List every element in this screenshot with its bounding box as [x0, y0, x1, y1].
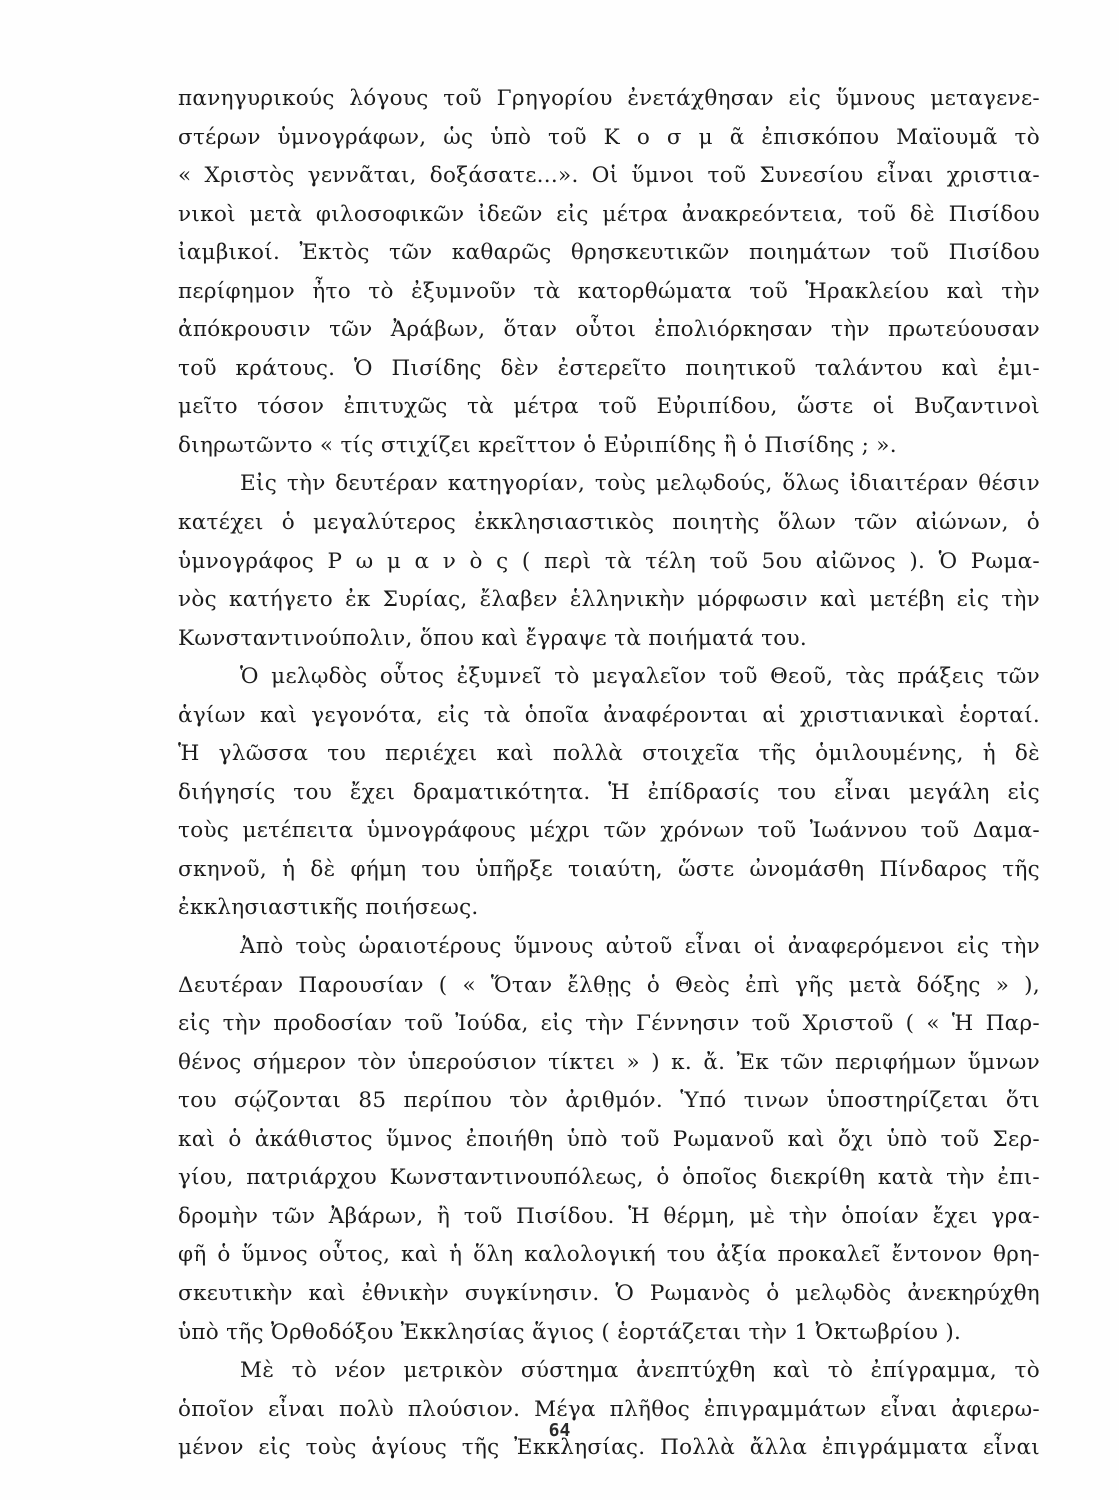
text-line: ἰαμβικοί. Ἐκτὸς τῶν καθαρῶς θρησκευτικῶν ποιημάτων τοῦ Πισίδου — [178, 240, 1040, 266]
text-line: τοὺς μετέπειτα ὑμνογράφους μέχρι τῶν χρόνων τοῦ Ἰωάννου τοῦ Δαμα- — [178, 818, 1040, 844]
text-line: σκηνοῦ, ἡ δὲ φήμη του ὑπῆρξε τοιαύτη, ὥστε ὠνομάσθη Πίνδαρος τῆς — [178, 856, 1040, 882]
text-line: νὸς κατήγετο ἐκ Συρίας, ἔλαβεν ἑλληνικὴν μόρφωσιν καὶ μετέβη εἰς τὴν — [178, 587, 1040, 613]
page-number: 64 — [548, 1420, 571, 1441]
text-line: κατέχει ὁ μεγαλύτερος ἐκκλησιαστικὸς ποιητὴς ὅλων τῶν αἰώνων, ὁ — [178, 510, 1040, 536]
text-line: ἁγίων καὶ γεγονότα, εἰς τὰ ὁποῖα ἀναφέρονται αἱ χριστιανικαὶ ἑορταί. — [178, 702, 1040, 728]
text-line: δρομὴν τῶν Ἀβάρων, ἢ τοῦ Πισίδου. Ἡ θέρμη, μὲ τὴν ὁποίαν ἔχει γρα- — [178, 1203, 1040, 1229]
paragraph-start-line: Μὲ τὸ νέον μετρικὸν σύστημα ἀνεπτύχθη καὶ τὸ ἐπίγραμμα, τὸ — [240, 1358, 1040, 1384]
text-line: του σῴζονται 85 περίπου τὸν ἀριθμόν. Ὑπό τινων ὑποστηρίζεται ὅτι — [178, 1088, 1040, 1114]
body-text — [178, 80, 1040, 1468]
text-line: πανηγυρικούς λόγους τοῦ Γρηγορίου ἐνετάχθησαν εἰς ὕμνους μεταγενε- — [178, 86, 1040, 111]
text-line: περίφημον ἦτο τὸ ἐξυμνοῦν τὰ κατορθώματα τοῦ Ἡρακλείου καὶ τὴν — [178, 278, 1040, 304]
text-line: ἀπόκρουσιν τῶν Ἀράβων, ὅταν οὗτοι ἐπολιόρκησαν τὴν πρωτεύουσαν — [178, 317, 1040, 343]
text-line: μεῖτο τόσον ἐπιτυχῶς τὰ μέτρα τοῦ Εὐριπίδου, ὥστε οἱ Βυζαντινοὶ — [178, 394, 1040, 420]
text-line: θένος σήμερον τὸν ὑπερούσιον τίκτει » ) κ. ἄ. Ἐκ τῶν περιφήμων ὕμνων — [178, 1049, 1040, 1075]
text-line: Δευτέραν Παρουσίαν ( « Ὅταν ἔλθῃς ὁ Θεὸς ἐπὶ γῆς μετὰ δόξης » ), — [178, 972, 1040, 998]
text-line: διήγησίς του ἔχει δραματικότητα. Ἡ ἐπίδρασίς του εἶναι μεγάλη εἰς — [178, 779, 1040, 805]
text-line: Κωνσταντινούπολιν, ὅπου καὶ ἔγραψε τὰ ποιήματά του. — [178, 625, 808, 651]
text-line: σκευτικὴν καὶ ἐθνικὴν συγκίνησιν. Ὁ Ρωμανὸς ὁ μελῳδὸς ἀνεκηρύχθη — [178, 1280, 1040, 1306]
paragraph-start-line: Ἀπὸ τοὺς ὡραιοτέρους ὕμνους αὐτοῦ εἶναι οἱ ἀναφερόμενοι εἰς τὴν — [240, 934, 1040, 960]
text-line: καὶ ὁ ἀκάθιστος ὕμνος ἐποιήθη ὑπὸ τοῦ Ρωμανοῦ καὶ ὄχι ὑπὸ τοῦ Σερ- — [178, 1126, 1040, 1152]
text-line: νικοὶ μετὰ φιλοσοφικῶν ἰδεῶν εἰς μέτρα ἀνακρεόντεια, τοῦ δὲ Πισίδου — [178, 201, 1040, 227]
text-line: διηρωτῶντο « τίς στιχίζει κρεῖττον ὁ Εὐριπίδης ἢ ὁ Πισίδης ; ». — [178, 432, 897, 458]
text-line: στέρων ὑμνογράφων, ὡς ὑπὸ τοῦ Κ ο σ μ ᾶ ἐπισκόπου Μαϊουμᾶ τὸ — [178, 124, 1040, 150]
text-line: « Χριστὸς γεννᾶται, δοξάσατε...». Οἱ ὕμνοι τοῦ Συνεσίου εἶναι χριστια- — [178, 163, 1040, 189]
text-line: μένον εἰς τοὺς ἁγίους τῆς Ἐκκλησίας. Πολλὰ ἄλλα ἐπιγράμματα εἶναι — [178, 1435, 1040, 1461]
paragraph-start-line: Εἰς τὴν δευτέραν κατηγορίαν, τοὺς μελῳδούς, ὅλως ἰδιαιτέραν θέσιν — [240, 471, 1040, 497]
text-line: φῆ ὁ ὕμνος οὗτος, καὶ ἡ ὅλη καλολογική του ἀξία προκαλεῖ ἔντονον θρη- — [178, 1242, 1040, 1268]
text-line: ὑμνογράφος Ρ ω μ α ν ὸ ς ( περὶ τὰ τέλη τοῦ 5ου αἰῶνος ). Ὁ Ρωμα- — [178, 548, 1040, 574]
paragraph-start-line: Ὁ μελῳδὸς οὗτος ἐξυμνεῖ τὸ μεγαλεῖον τοῦ Θεοῦ, τὰς πράξεις τῶν — [240, 664, 1040, 690]
text-line: ὁποῖον εἶναι πολὺ πλούσιον. Μέγα πλῆθος ἐπιγραμμάτων εἶναι ἀφιερω- — [178, 1396, 1040, 1422]
text-line: ἐκκλησιαστικῆς ποιήσεως. — [178, 895, 479, 921]
text-line: Ἡ γλῶσσα του περιέχει καὶ πολλὰ στοιχεῖα τῆς ὁμιλουμένης, ἡ δὲ — [178, 741, 1040, 767]
text-line: γίου, πατριάρχου Κωνσταντινουπόλεως, ὁ ὁποῖος διεκρίθη κατὰ τὴν ἐπι- — [178, 1165, 1040, 1191]
text-line: ὑπὸ τῆς Ὀρθοδόξου Ἐκκλησίας ἅγιος ( ἑορτάζεται τὴν 1 Ὀκτωβρίου ). — [178, 1319, 962, 1345]
text-line: τοῦ κράτους. Ὁ Πισίδης δὲν ἐστερεῖτο ποιητικοῦ ταλάντου καὶ ἐμι- — [178, 355, 1040, 381]
text-line: εἰς τὴν προδοσίαν τοῦ Ἰούδα, εἰς τὴν Γέννησιν τοῦ Χριστοῦ ( « Ἡ Παρ- — [178, 1011, 1040, 1037]
